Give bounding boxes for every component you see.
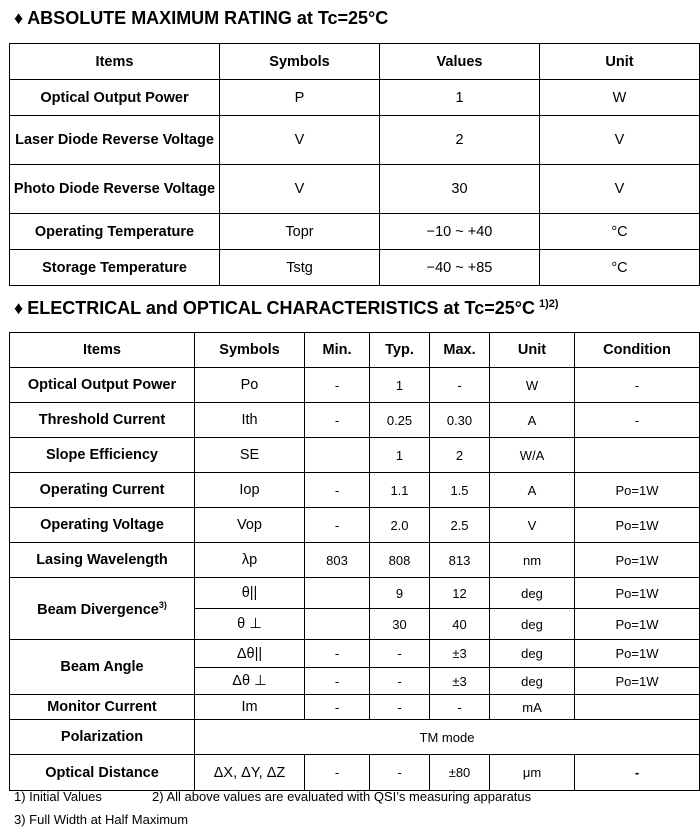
row-unit: V	[540, 116, 700, 165]
row-item: Threshold Current	[10, 403, 195, 438]
row-condition: -	[575, 368, 700, 403]
row-min: -	[305, 695, 370, 720]
row-item: Storage Temperature	[10, 250, 220, 286]
row-symbol: Po	[195, 368, 305, 403]
header-items: Items	[10, 333, 195, 368]
table-row	[10, 368, 700, 403]
row-unit: deg	[490, 668, 575, 695]
row-item: Monitor Current	[10, 695, 195, 720]
row-item: Polarization	[10, 720, 195, 755]
row-symbol: Tstg	[220, 250, 380, 286]
row-unit: nm	[490, 543, 575, 578]
row-condition: Po=1W	[575, 473, 700, 508]
row-item-footnote-ref: 3)	[158, 599, 167, 610]
header-unit: Unit	[490, 333, 575, 368]
row-unit: mA	[490, 695, 575, 720]
row-condition	[575, 438, 700, 473]
row-max: 1.5	[430, 473, 490, 508]
table-row	[10, 508, 700, 543]
row-item: Optical Distance	[10, 755, 195, 791]
row-symbol: Iop	[195, 473, 305, 508]
row-symbol: V	[220, 116, 380, 165]
row-symbol: Ith	[195, 403, 305, 438]
table-row	[10, 473, 700, 508]
row-unit: °C	[540, 214, 700, 250]
row-typ: -	[370, 668, 430, 695]
row-max: 2	[430, 438, 490, 473]
row-typ: 2.0	[370, 508, 430, 543]
row-unit: A	[490, 473, 575, 508]
row-unit: deg	[490, 578, 575, 609]
row-min: -	[305, 473, 370, 508]
row-symbol: ΔX, ΔY, ΔZ	[195, 755, 305, 791]
row-symbol: SE	[195, 438, 305, 473]
row-symbol: Vop	[195, 508, 305, 543]
table-row	[10, 578, 700, 609]
row-unit: °C	[540, 250, 700, 286]
row-item: Lasing Wavelength	[10, 543, 195, 578]
row-max: ±3	[430, 668, 490, 695]
table-row	[10, 80, 700, 116]
row-value: 1	[380, 80, 540, 116]
row-max: -	[430, 368, 490, 403]
row-unit: V	[540, 165, 700, 214]
row-item-label: Beam Divergence	[37, 601, 159, 618]
row-condition: -	[575, 403, 700, 438]
header-symbols: Symbols	[220, 44, 380, 80]
row-max: ±80	[430, 755, 490, 791]
row-value: 30	[380, 165, 540, 214]
table-row	[10, 640, 700, 668]
section1-title: ABSOLUTE MAXIMUM RATING at Tc=25°C	[27, 8, 389, 28]
section2-heading	[14, 298, 559, 319]
row-max: 0.30	[430, 403, 490, 438]
row-condition: Po=1W	[575, 609, 700, 640]
row-item: Photo Diode Reverse Voltage	[10, 165, 220, 214]
footnote-1: 1) Initial Values	[14, 789, 102, 804]
row-min	[305, 578, 370, 609]
absolute-max-rating-table	[9, 43, 700, 286]
row-condition: Po=1W	[575, 508, 700, 543]
row-value: −10 ~ +40	[380, 214, 540, 250]
header-min: Min.	[305, 333, 370, 368]
row-typ: 1	[370, 438, 430, 473]
table-row	[10, 755, 700, 791]
section1-heading	[14, 8, 388, 29]
table-row	[10, 438, 700, 473]
row-unit: deg	[490, 640, 575, 668]
diamond-bullet-icon: ♦	[14, 298, 24, 318]
row-symbol: V	[220, 165, 380, 214]
row-unit: A	[490, 403, 575, 438]
section2-title-footnote-ref: 1)2)	[538, 298, 559, 310]
row-item: Operating Temperature	[10, 214, 220, 250]
row-condition: Po=1W	[575, 668, 700, 695]
row-unit: W/A	[490, 438, 575, 473]
row-symbol: Topr	[220, 214, 380, 250]
row-item: Optical Output Power	[10, 80, 220, 116]
row-item: Beam Angle	[10, 640, 195, 695]
row-min: -	[305, 403, 370, 438]
row-condition: Po=1W	[575, 578, 700, 609]
row-max: 2.5	[430, 508, 490, 543]
row-min: -	[305, 368, 370, 403]
row-unit: W	[490, 368, 575, 403]
table-row	[10, 403, 700, 438]
header-values: Values	[380, 44, 540, 80]
row-typ: 9	[370, 578, 430, 609]
row-min	[305, 609, 370, 640]
row-typ: 0.25	[370, 403, 430, 438]
electrical-optical-table	[9, 332, 700, 791]
row-unit: deg	[490, 609, 575, 640]
row-typ: -	[370, 695, 430, 720]
row-min: -	[305, 508, 370, 543]
table-row	[10, 695, 700, 720]
row-item: Slope Efficiency	[10, 438, 195, 473]
row-value: 2	[380, 116, 540, 165]
header-condition: Condition	[575, 333, 700, 368]
polarization-value: TM mode	[195, 720, 700, 755]
header-items: Items	[10, 44, 220, 80]
footnote-3: 3) Full Width at Half Maximum	[14, 812, 189, 827]
row-symbol: Δθ||	[195, 640, 305, 668]
section2-title: ELECTRICAL and OPTICAL CHARACTERISTICS at Tc=25°C	[27, 298, 535, 318]
row-typ: 1	[370, 368, 430, 403]
row-symbol: Δθ ⊥	[195, 668, 305, 695]
header-symbols: Symbols	[195, 333, 305, 368]
table-row	[10, 720, 700, 755]
row-symbol: θ||	[195, 578, 305, 609]
row-item: Operating Voltage	[10, 508, 195, 543]
row-symbol: P	[220, 80, 380, 116]
table-row	[10, 543, 700, 578]
row-unit: μm	[490, 755, 575, 791]
row-min: -	[305, 668, 370, 695]
row-unit: V	[490, 508, 575, 543]
row-symbol: Im	[195, 695, 305, 720]
row-min	[305, 438, 370, 473]
row-condition: Po=1W	[575, 640, 700, 668]
footnote-2: 2) All above values are evaluated with QSI’s measuring apparatus	[152, 789, 532, 804]
row-symbol: θ ⊥	[195, 609, 305, 640]
row-item: Operating Current	[10, 473, 195, 508]
row-typ: -	[370, 640, 430, 668]
row-item: Laser Diode Reverse Voltage	[10, 116, 220, 165]
row-item: Optical Output Power	[10, 368, 195, 403]
row-min: 803	[305, 543, 370, 578]
row-condition: Po=1W	[575, 543, 700, 578]
row-typ: -	[370, 755, 430, 791]
row-max: -	[430, 695, 490, 720]
table-header-row	[10, 333, 700, 368]
row-min: -	[305, 640, 370, 668]
row-typ: 30	[370, 609, 430, 640]
row-max: ±3	[430, 640, 490, 668]
table-row	[10, 116, 700, 165]
row-unit: W	[540, 80, 700, 116]
table-row	[10, 165, 700, 214]
row-min: -	[305, 755, 370, 791]
table-header-row	[10, 44, 700, 80]
row-condition	[575, 695, 700, 720]
table-row	[10, 214, 700, 250]
table-row	[10, 250, 700, 286]
row-value: −40 ~ +85	[380, 250, 540, 286]
row-max: 813	[430, 543, 490, 578]
row-item	[10, 578, 195, 640]
header-typ: Typ.	[370, 333, 430, 368]
diamond-bullet-icon: ♦	[14, 8, 24, 28]
row-max: 40	[430, 609, 490, 640]
row-condition: -	[575, 755, 700, 791]
header-unit: Unit	[540, 44, 700, 80]
row-typ: 808	[370, 543, 430, 578]
header-max: Max.	[430, 333, 490, 368]
row-typ: 1.1	[370, 473, 430, 508]
row-max: 12	[430, 578, 490, 609]
row-symbol: λp	[195, 543, 305, 578]
